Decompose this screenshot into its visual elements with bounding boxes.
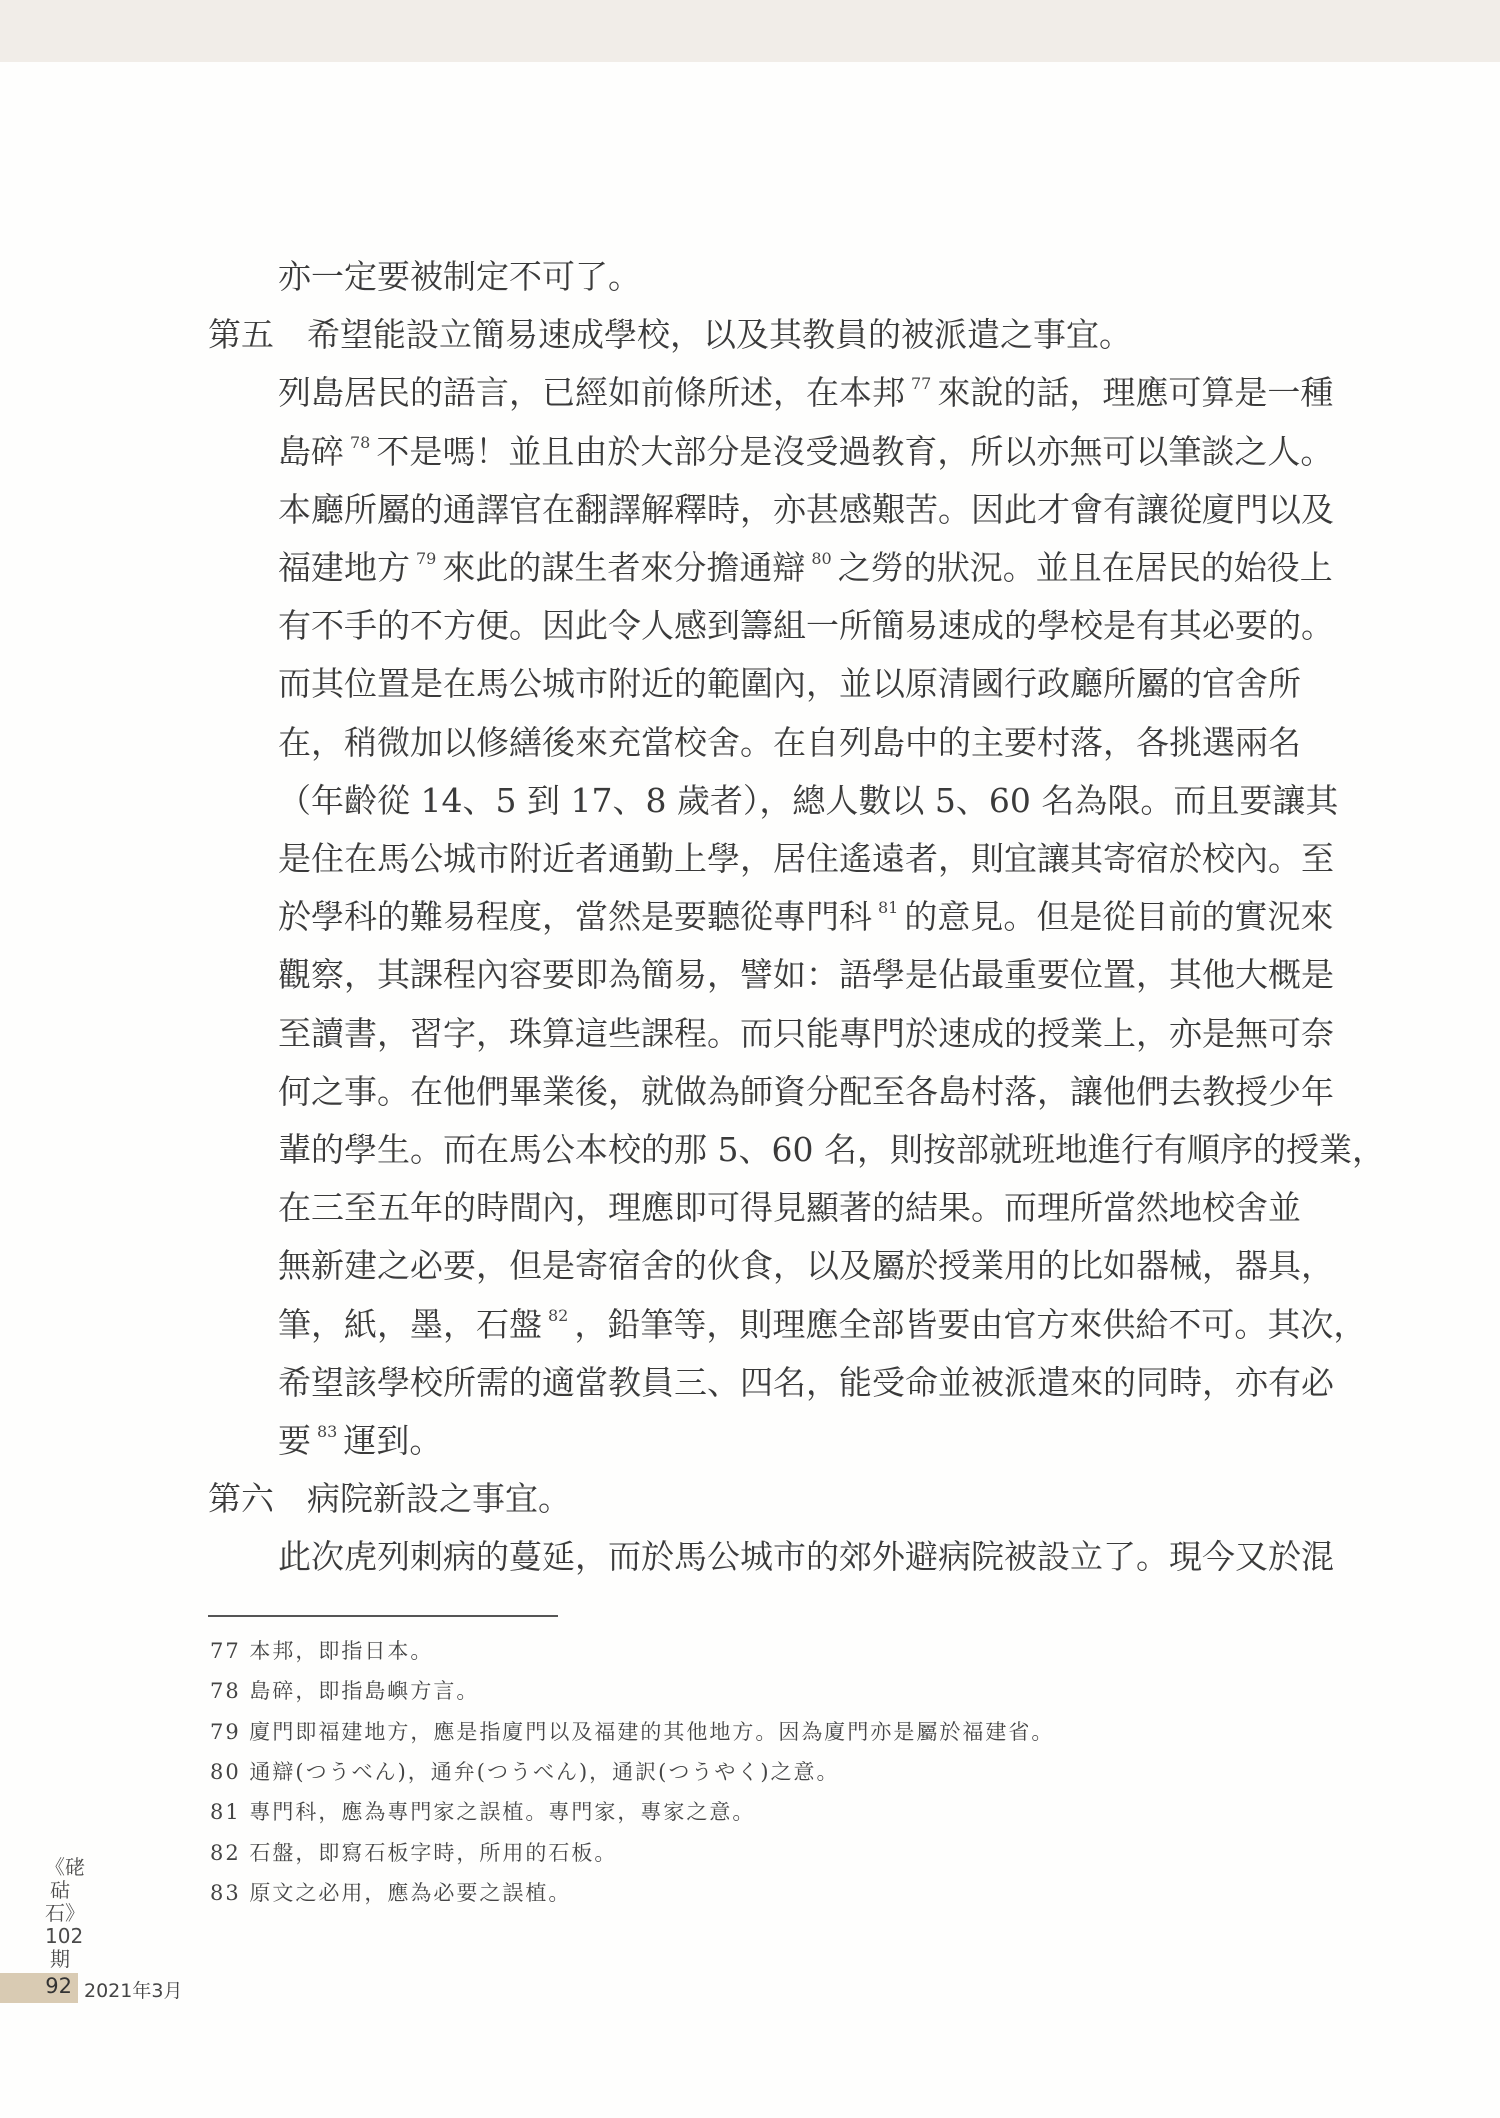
body-text: 福建地方	[278, 548, 410, 587]
footnote-item: 79 廈門即福建地方，應是指廈門以及福建的其他地方。因為廈門亦是屬於福建省。	[210, 1719, 1055, 1744]
page-number: 92	[45, 1974, 72, 1998]
footnote-ref: 83	[317, 1422, 338, 1441]
body-text: 來說的話，理應可算是一種	[937, 373, 1334, 413]
footnote-item: 77 本邦，即指日本。	[210, 1639, 434, 1663]
footnote-item: 81 專門科，應為專門家之誤植。專門家，專家之意。	[210, 1800, 756, 1825]
body-line	[278, 423, 1333, 481]
footnote-ref: 81	[878, 898, 899, 918]
body-text: 不是嗎！並且由於大部分是沒受過教育，所以亦無可以筆談之人。	[376, 431, 1334, 471]
body-line	[278, 888, 1333, 946]
journal-side-title: 《硓𥑮石》102期	[45, 1855, 85, 1971]
footnote-item: 83 原文之必用，應為必要之誤植。	[210, 1880, 572, 1905]
body-line	[278, 539, 1333, 597]
body-text: 要	[278, 1421, 311, 1460]
footnote-divider	[208, 1615, 558, 1617]
footnote-ref: 80	[811, 549, 832, 568]
body-line: （年齡從 14、5 到 17、8 歲者），總人數以 5、60 名為限。而且要讓其	[278, 780, 1339, 820]
body-line: 觀察，其課程內容要即為簡易，譬如：語學是佔最重要位置，其他大概是	[278, 955, 1334, 995]
body-text: 列島居民的語言，已經如前條所述，在本邦	[278, 373, 905, 413]
body-text: 的意見。但是從目前的實況來	[904, 897, 1334, 937]
section-heading: 第六 病院新設之事宜。	[208, 1479, 571, 1519]
body-text: 筆，紙，墨，石盤	[278, 1304, 542, 1344]
body-line: 亦一定要被制定不可了。	[278, 257, 641, 296]
page-footer	[0, 1973, 1500, 2003]
body-text: 之勞的狀況。並且在居民的始役上	[837, 548, 1333, 587]
footnote-ref: 78	[350, 432, 371, 452]
body-line	[278, 1412, 442, 1470]
body-line: 輩的學生。而在馬公本校的那 5、60 名，則按部就班地進行有順序的授業，	[278, 1130, 1385, 1169]
body-line: 在，稍微加以修繕後來充當校舍。在自列島中的主要村落，各挑選兩名	[278, 722, 1301, 762]
body-text: ，鉛筆等，則理應全部皆要由官方來供給不可。其次，	[574, 1304, 1367, 1344]
body-line: 至讀書，習字，珠算這些課程。而只能專門於速成的授業上，亦是無可奈	[278, 1013, 1334, 1053]
footnote-item: 78 島碎，即指島嶼方言。	[210, 1679, 480, 1704]
body-line: 無新建之必要，但是寄宿舍的伙食，以及屬於授業用的比如器械，器具，	[278, 1246, 1334, 1286]
body-line: 而其位置是在馬公城市附近的範圍內，並以原清國行政廳所屬的官舍所	[278, 664, 1301, 704]
body-line: 何之事。在他們畢業後，就做為師資分配至各島村落，讓他們去教授少年	[278, 1071, 1334, 1111]
footnote-ref: 82	[548, 1305, 569, 1325]
top-band	[0, 0, 1500, 62]
body-text: 來此的謀生者來分擔通辯	[442, 548, 806, 587]
body-line	[278, 1296, 1366, 1354]
footnote-item: 80 通辯(つうべん)，通弁(つうべん)，通訳(つうやく)之意。	[210, 1759, 840, 1784]
body-text: 運到。	[343, 1421, 443, 1460]
page-number-box	[0, 1973, 78, 2003]
body-line: 有不手的不方便。因此令人感到籌組一所簡易速成的學校是有其必要的。	[278, 606, 1334, 646]
body-line: 是住在馬公城市附近者通勤上學，居住遙遠者，則宜讓其寄宿於校內。至	[278, 839, 1334, 878]
footnote-item: 82 石盤，即寫石板字時，所用的石板。	[210, 1840, 618, 1865]
body-line: 在三至五年的時間內，理應即可得見顯著的結果。而理所當然地校舍並	[278, 1188, 1301, 1228]
issue-date: 2021年3月	[84, 1980, 183, 2002]
body-line: 此次虎列刺病的蔓延，而於馬公城市的郊外避病院被設立了。現今又於混	[278, 1537, 1334, 1577]
footnote-ref: 77	[911, 374, 932, 394]
body-line: 本廳所屬的通譯官在翻譯解釋時，亦甚感艱苦。因此才會有讓從廈門以及	[278, 489, 1334, 529]
body-line	[278, 364, 1333, 422]
section-heading: 第五 希望能設立簡易速成學校，以及其教員的被派遣之事宜。	[208, 315, 1132, 355]
body-text: 於學科的難易程度，當然是要聽從專門科	[278, 897, 872, 937]
body-line: 希望該學校所需的適當教員三、四名，能受命並被派遣來的同時，亦有必	[278, 1362, 1334, 1402]
footnote-ref: 79	[416, 549, 437, 568]
body-text: 島碎	[278, 431, 344, 471]
